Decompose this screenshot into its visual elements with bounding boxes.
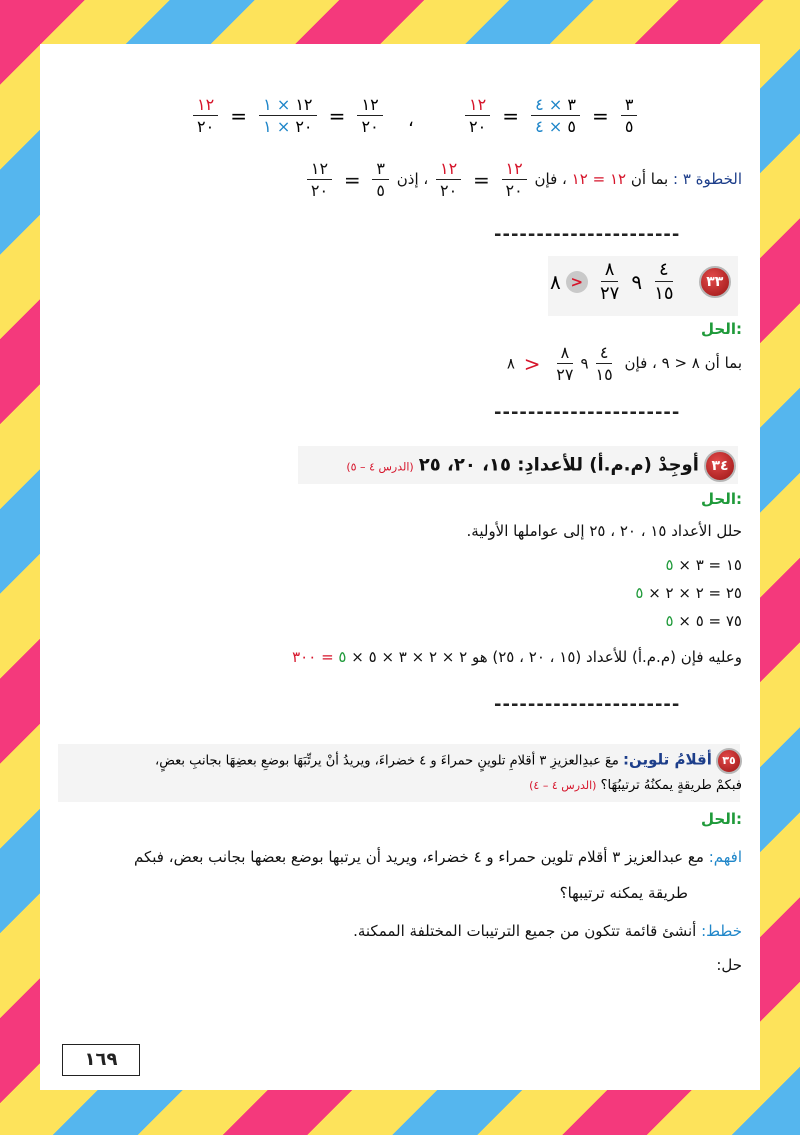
fraction: $\frac{١٢}{٢٠}$	[307, 160, 332, 199]
q34-conclusion: وعليه فإن (م.م.أ) للأعداد (١٥ ، ٢٠ ، ٢٥) هو ٢ × ٢ × ٣ × ٥ × ٥ = ٣٠٠	[292, 648, 742, 666]
question-number-badge: ٣٥	[716, 748, 742, 774]
step3-line: الخطوة ٣ : بما أن ١٢ = ١٢ ، فإن $\frac{١٢}{٢٠}$ = $\frac{١٢}{٢٠}$ ، إذن $\frac{١٢}{٢٠}$ = $\frac{٣}{٥}$	[304, 160, 742, 199]
fraction: $\frac{٤}{١٥}$	[595, 343, 613, 384]
factor-row: ٧٥ = ٥ × ٥	[665, 612, 742, 630]
q34-header	[346, 450, 736, 482]
solution-label: الحل:	[701, 490, 742, 508]
page-number: ١٦٩	[62, 1044, 140, 1076]
fraction: $\frac{١٢}{٢٠}$	[193, 96, 218, 135]
factor-row: ١٥ = ٣ × ٥	[665, 556, 742, 574]
q34-title: أوجِدْ (م.م.أ) للأعدادِ: ١٥، ٢٠، ٢٥	[418, 454, 699, 476]
plan-line: خطط: أنشئ قائمة تتكون من جميع الترتيبات المختلفة الممكنة.	[353, 922, 742, 940]
solve-label: حل:	[716, 956, 742, 974]
q33-solution-line: بما أن ٨ < ٩ ، فإن ٩ $\frac{٨}{٢٧}$ < ٨ $\frac{٤}{١٥}$	[506, 343, 742, 384]
divider: ----------------------	[494, 694, 681, 715]
fraction: $\frac{١٢}{٢٠}$	[436, 160, 461, 199]
solution-label: الحل:	[701, 320, 742, 338]
q34-intro: حلل الأعداد ١٥ ، ٢٠ ، ٢٥ إلى عواملها الأولية.	[466, 522, 742, 540]
understand-line-cont: طريقة يمكنه ترتيبها؟	[559, 884, 688, 902]
fraction-product: $\frac{١٢ \times ١}{٢٠ \times ١}$	[259, 96, 316, 135]
page-sheet	[40, 44, 760, 1090]
factor-row: ٢٥ = ٢ × ٢ × ٥	[635, 584, 742, 602]
lesson-ref: (الدرس ٤ – ٤)	[529, 779, 597, 792]
understand-label: افهم:	[708, 848, 742, 866]
lesson-ref: (الدرس ٤ – ٥)	[346, 460, 414, 474]
understand-line: افهم: مع عبدالعزيز ٣ أقلام تلوين حمراء و ٤ خضراء، ويريد أن يرتبها بوضع بعضها بجانب بعض، فبكم	[134, 848, 742, 866]
fraction: $\frac{٨}{٢٧}$	[556, 343, 574, 384]
fraction: $\frac{١٢}{٢٠}$	[357, 96, 382, 135]
fraction: $\frac{٨}{٢٧}$	[599, 259, 620, 304]
q35-line1: ٣٥ أقلامُ تلوين: معَ عبدِالعزيزِ ٣ أقلامِ تلوينٍ حمراءَ و ٤ خضراءَ، ويريدُ أنْ يرتِّبَهَا بوضعِ بعضِهَا بجانبِ بعضٍ،	[155, 748, 742, 774]
comma-separator: ،	[408, 110, 414, 131]
q33-expression: ٩ $\frac{٨}{٢٧}$ > ٨ $\frac{٤}{١٥}$ ٣٣	[550, 260, 731, 304]
step3-label: الخطوة ٣ :	[673, 170, 742, 189]
q35-line2: فبكمْ طريقةٍ يمكنُهُ ترتيبُهَا؟ (الدرس ٤ – ٤)	[529, 778, 742, 793]
fraction-product: $\frac{٣ \times ٤}{٥ \times ٤}$	[531, 96, 580, 135]
question-number-badge: ٣٤	[704, 450, 736, 482]
plan-label: خطط:	[701, 922, 742, 940]
fraction: $\frac{٤}{١٥}$	[654, 259, 674, 304]
fraction-equality-left: $\frac{١٢}{٢٠}$ = $\frac{١٢ \times ١}{٢٠ \times ١}$ = $\frac{١٢}{٢٠}$	[190, 96, 386, 135]
divider: ----------------------	[494, 402, 681, 423]
comparison-symbol: >	[566, 271, 588, 293]
fraction: $\frac{٣}{٥}$	[372, 160, 389, 199]
solution-label: الحل:	[701, 810, 742, 828]
q35-title: أقلامُ تلوين:	[623, 750, 712, 769]
fraction: $\frac{١٢}{٢٠}$	[465, 96, 490, 135]
fraction: $\frac{٣}{٥}$	[621, 96, 638, 135]
fraction: $\frac{١٢}{٢٠}$	[502, 160, 527, 199]
question-number-badge: ٣٣	[699, 266, 731, 298]
divider: ----------------------	[494, 224, 681, 245]
fraction-equality-right: $\frac{١٢}{٢٠}$ = $\frac{٣ \times ٤}{٥ \times ٤}$ = $\frac{٣}{٥}$	[462, 96, 640, 135]
